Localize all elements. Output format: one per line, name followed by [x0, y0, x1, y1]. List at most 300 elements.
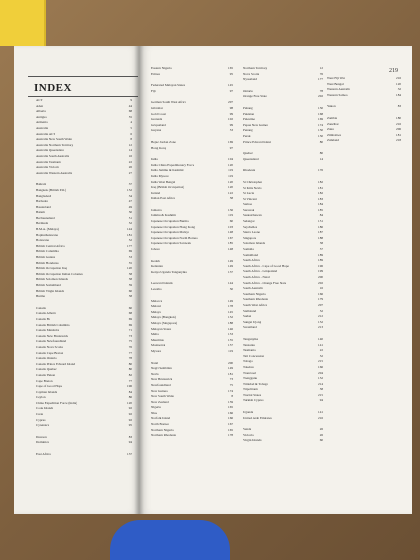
index-entry-name: United Arab Emirates	[243, 415, 272, 420]
index-entry-name: Australia Victoria	[36, 165, 60, 170]
index-entry-page: 141	[318, 342, 323, 347]
index-entry-page: 216	[318, 415, 323, 420]
index-entry-page: 166	[228, 410, 233, 415]
index-entry-name: South Africa	[243, 258, 260, 263]
index-entry-page: 98	[229, 105, 233, 110]
index-letter-group	[151, 299, 233, 355]
index-entry-page: 77	[128, 350, 132, 355]
index-entry-name: Western Samoa	[327, 92, 348, 97]
index-entry-name: Italian East Africa	[151, 196, 175, 201]
index-letter-group	[36, 182, 132, 299]
index-entry-name: Zaire	[327, 127, 334, 132]
index-entry-page: 57	[319, 247, 323, 252]
index-entry-name: South West Africa	[243, 302, 268, 307]
index-entry-name: Zimbabwe	[327, 132, 342, 137]
index-entry-page: 102	[228, 117, 233, 122]
index-entry-name: South Africa - Cape of Good Hope	[243, 263, 289, 268]
index-entry-page: 149	[228, 264, 233, 269]
index-entry-name: Sarawak	[243, 207, 255, 212]
index-entry-page: 149	[228, 366, 233, 371]
index-entry-page: 181	[127, 232, 132, 237]
index-entry-page: 53	[128, 255, 132, 260]
index-entry-page: 68	[128, 311, 132, 316]
index-entry-page: 58	[128, 294, 132, 299]
index-entry-name: Armenia	[36, 120, 48, 125]
index-column-3	[243, 66, 323, 450]
index-entry-page: 167	[228, 422, 233, 427]
index-entry-page: 200	[228, 360, 233, 365]
index-entry	[151, 89, 233, 95]
index-entry-page: 207	[228, 100, 233, 105]
index-entry-name: British Columbia	[36, 249, 59, 254]
index-entry	[151, 349, 233, 355]
index-entry-name: Saskatchewan	[243, 213, 262, 218]
index-entry-name: Australia Queensland	[36, 148, 65, 153]
index-entry-name: India	[151, 157, 158, 162]
index-entry-name: West Fiji War	[327, 76, 346, 80]
index-entry	[243, 325, 323, 331]
index-letter-group	[243, 106, 323, 145]
index-entry-page: 184	[396, 92, 401, 97]
index-entry-name: Crete	[36, 412, 44, 417]
index-entry-name: Canada Alberta	[36, 311, 57, 316]
index-letter-group	[151, 100, 233, 134]
index-entry-name: Gold Coast	[151, 111, 166, 116]
index-entry-page: 12	[319, 66, 323, 70]
index-entry-name: St Kitts Nevis	[243, 185, 262, 190]
index-entry-name: Quebec	[243, 151, 254, 156]
index-entry-name: Canada Prince Edward Island	[36, 361, 76, 366]
index-entry	[327, 138, 401, 144]
index-letter-group	[151, 66, 233, 77]
index-entry-name: Federated Malayan States	[151, 83, 186, 88]
index-entry-name: Selangor	[243, 219, 255, 224]
index-entry	[151, 287, 233, 293]
index-entry-name: Samoa	[243, 202, 252, 207]
index-entry-name: Nigeria	[151, 405, 161, 410]
index-entry-name: Nova Scotia	[243, 71, 260, 76]
index-entry-name: East Africa	[36, 452, 51, 457]
index-entry-page: 181	[396, 132, 401, 137]
index-entry-name: Orange Free State	[243, 94, 267, 99]
index-entry-page: 216	[396, 121, 401, 126]
index-entry-page: 149	[228, 258, 233, 263]
index-entry-page: 215	[318, 359, 323, 364]
index-entry-name: Australia Tasmania	[36, 159, 62, 164]
index-letter-group	[243, 168, 323, 174]
index-entry-name: Bangkok (British P.O.)	[36, 187, 67, 192]
index-entry	[151, 128, 233, 134]
index-entry-name: Palestine	[243, 117, 255, 122]
index-entry-page: 50	[229, 287, 233, 291]
index-column-2	[151, 66, 233, 445]
index-entry-name: Canada Cape Breton	[36, 350, 64, 355]
index-entry-page: 49	[128, 204, 132, 209]
index-entry-page: 150	[318, 105, 323, 110]
index-entry-name: Cook Islands	[36, 406, 54, 411]
index-entry-page: 120	[127, 266, 132, 271]
index-entry-page: 47	[128, 199, 132, 204]
index-entry-page: 97	[229, 88, 233, 93]
index-entry-name: Australia New South Wales	[36, 137, 73, 142]
index-entry	[151, 72, 233, 78]
index-entry-page: 166	[228, 416, 233, 421]
left-page	[14, 46, 139, 514]
index-letter-group	[327, 76, 401, 98]
index-entry-name: Cyprus	[36, 417, 46, 422]
index-entry-page: 60	[319, 438, 323, 443]
index-entry-name: Canada Quebec	[36, 367, 57, 372]
index-letter-group	[243, 89, 323, 100]
title-rule-top	[28, 76, 138, 77]
index-entry-page: 32	[397, 87, 401, 92]
index-entry-name: Japanese Occupation Sarawak	[151, 241, 191, 246]
index-entry-name: Malaya (Singapore)	[151, 320, 178, 325]
index-entry-page: 169	[228, 139, 233, 144]
index-letter-group	[151, 361, 233, 439]
index-entry-name: Canada Yukon	[36, 372, 56, 377]
index-entry-name: Seychelles	[243, 224, 258, 229]
index-entry-name: Northern Rhodesia	[151, 433, 176, 438]
yellow-book-corner	[0, 0, 46, 46]
index-entry-page: 55	[128, 260, 132, 265]
index-entry-page: 182	[318, 179, 323, 184]
index-entry-page: 68	[128, 109, 132, 114]
index-entry-page: 34	[128, 193, 132, 198]
index-column-4	[327, 76, 401, 150]
index-entry-name: Australia South Australia	[36, 153, 70, 158]
index-letter-group	[151, 259, 233, 276]
index-entry-page: 95	[128, 423, 132, 428]
index-entry-name: Tati Concession	[243, 353, 265, 358]
index-entry-name: Virgin Islands	[243, 438, 262, 443]
index-entry-page: 73	[229, 377, 233, 382]
index-entry-page: 150	[318, 133, 323, 138]
index-entry-page: 52	[128, 221, 132, 226]
index-entry	[327, 104, 401, 110]
index-entry-page: 153	[228, 332, 233, 337]
index-entry-name: New Brunswick	[151, 377, 173, 382]
index-entry-name: South Africa - Griqualand	[243, 269, 278, 274]
index-entry-name: Dawson	[36, 434, 47, 439]
index-entry-page: 199	[318, 269, 323, 274]
index-entry-page: 179	[318, 297, 323, 302]
index-entry-name: Eastern Nigeria	[151, 66, 172, 70]
index-entry-page: 50	[128, 210, 132, 215]
index-entry-page: 77	[128, 378, 132, 383]
index-entry-name: Trengganu	[243, 376, 258, 381]
index-entry-page: 137	[228, 269, 233, 274]
index-entry-page: 148	[228, 230, 233, 235]
index-entry	[243, 168, 323, 174]
index-entry-page: 213	[318, 325, 323, 330]
index-entry-name: Kelantan	[151, 264, 163, 269]
index-entry-page: 92	[128, 412, 132, 417]
index-entry-name: Northern Territory	[243, 66, 268, 70]
index-entry-name: Solomon Islands	[243, 241, 266, 246]
index-entry	[243, 438, 323, 444]
index-entry-name: Japanese Occupation Burma	[151, 219, 189, 224]
index-entry-name: Montserrat	[151, 343, 166, 348]
index-entry-page: 80	[128, 361, 132, 366]
index-entry-page: 150	[318, 128, 323, 133]
index-entry-page: 167	[228, 235, 233, 240]
index-entry-page: 27	[128, 170, 132, 175]
index-entry-name: Newfoundland	[151, 382, 171, 387]
index-entry	[243, 398, 323, 404]
index-entry	[151, 433, 233, 439]
index-entry-page: 152	[127, 187, 132, 192]
index-entry-name: Pahang	[243, 105, 253, 110]
index-entry-name: South Africa - Orange Free State	[243, 280, 287, 285]
index-entry-page: 151	[318, 219, 323, 224]
index-entry	[243, 140, 323, 146]
index-entry-name: Iraq (British Occupation)	[151, 185, 185, 190]
index-entry-page: 152	[228, 315, 233, 320]
index-entry-page: 69	[128, 316, 132, 321]
index-letter-group	[327, 104, 401, 110]
index-entry-name: Barbados	[36, 199, 49, 204]
index-entry-name: Penang	[243, 128, 253, 133]
index-entry-page: 216	[396, 76, 401, 80]
index-entry-page: 60	[128, 288, 132, 293]
index-entry-name: Burma	[36, 294, 45, 299]
index-entry-page: 94	[319, 398, 323, 403]
page-number: 219	[389, 68, 398, 74]
index-entry-page: 148	[228, 247, 233, 252]
index-letter-group	[151, 83, 233, 94]
index-entry-page: 168	[318, 111, 323, 116]
index-letter-group	[151, 140, 233, 151]
index-entry-name: Pakistan	[243, 111, 255, 116]
index-entry-page: 206	[396, 127, 401, 132]
index-entry-page: 6	[130, 131, 132, 136]
index-entry-name: Batum	[36, 210, 45, 215]
index-entry	[327, 93, 401, 99]
index-entry-name: British Virgin Islands	[36, 288, 65, 293]
index-entry-name: Australia ACT	[36, 131, 56, 136]
index-letter-group	[243, 180, 323, 331]
index-entry-page: 119	[228, 348, 233, 353]
index-entry-page: 144	[228, 281, 233, 286]
index-entry	[151, 146, 233, 152]
index-letter-group	[151, 281, 233, 292]
index-entry-page: 174	[318, 122, 323, 127]
index-entry-name: Guyana	[151, 128, 162, 133]
index-entry-page: 60	[128, 305, 132, 310]
book-gutter	[134, 46, 144, 514]
index-letter-group	[243, 66, 323, 83]
index-entry-page: 182	[318, 191, 323, 196]
index-entry-page: 80	[319, 151, 323, 156]
index-entry-page: 165	[228, 427, 233, 432]
index-entry-name: North Borneo	[151, 422, 170, 427]
index-entry-name: Norfolk Island	[151, 416, 171, 421]
index-entry-page: 155	[228, 337, 233, 342]
index-entry-name: Niue	[151, 410, 158, 415]
index-entry-name: Basutoland	[36, 204, 51, 209]
index-entry-page: 174	[228, 388, 233, 393]
index-entry-page: 176	[318, 168, 323, 173]
index-entry-name: British Somaliland	[36, 283, 61, 287]
index-entry-name: Northern Nigeria	[151, 427, 174, 432]
index-entry-name: India Mysore	[151, 173, 169, 178]
index-entry-page: 14	[128, 148, 132, 153]
index-entry-page: 83	[397, 104, 401, 109]
index-entry-name: Malacca	[151, 298, 163, 303]
index-entry	[151, 247, 233, 253]
index-entry-page: 92	[128, 417, 132, 422]
index-entry-name: Negri Sembilan	[151, 366, 172, 371]
index-entry-name: Singapore	[243, 235, 257, 240]
index-entry-name: Western Australia	[327, 87, 351, 92]
index-entry-name: Turkish Cyprus	[243, 398, 264, 403]
index-entry-page: 181	[228, 371, 233, 376]
index-entry-name: Tokelau	[243, 364, 254, 369]
index-entry-page: 145	[228, 309, 233, 314]
index-letter-group	[327, 116, 401, 144]
index-entry-page: 136	[228, 207, 233, 212]
index-entry-page: 55	[128, 114, 132, 119]
index-entry-page: 5	[130, 125, 132, 130]
index-letter-group	[36, 435, 132, 446]
index-entry-name: Bermuda	[36, 221, 49, 226]
index-entry-name: British Occupation Italian Colonies	[36, 271, 83, 276]
index-entry-name: Transvaal	[243, 370, 256, 375]
index-entry-page: 119	[228, 168, 233, 173]
index-entry-page: 80	[319, 139, 323, 144]
index-entry-page: 16	[128, 153, 132, 158]
index-entry-name: Uganda	[243, 410, 254, 415]
index-entry-name: Bechuanaland	[36, 215, 55, 220]
index-entry-page: 144	[127, 227, 132, 232]
index-entry-name: Queensland	[243, 156, 259, 161]
index-entry	[243, 157, 323, 163]
index-entry-page: 78	[128, 356, 132, 361]
index-entry-name: Yukon	[327, 104, 336, 109]
index-entry-name: Canada Newfoundland	[36, 339, 67, 344]
index-entry-name: Australia Northern Territory	[36, 142, 74, 147]
index-entry-name: Malaya (Bangkok)	[151, 315, 176, 320]
index-entry-page: 149	[228, 298, 233, 303]
index-entry-name: Tanganyika	[243, 336, 259, 341]
index-entry-name: Bangladesh	[36, 193, 52, 198]
index-entry-name: Australia	[36, 125, 49, 130]
index-entry-page: 187	[318, 230, 323, 235]
index-entry-name: Sierra Leone	[243, 230, 260, 235]
index-entry-page: 186	[318, 224, 323, 229]
index-entry-page: 146	[228, 326, 233, 331]
index-entry-page: 169	[318, 117, 323, 122]
index-entry-name: Natal	[151, 360, 159, 365]
index-entry-name: Canada Bc	[36, 316, 51, 321]
index-entry-name: Somaliland	[243, 252, 259, 257]
index-entry-name: Sungei Ujong	[243, 319, 262, 324]
index-letter-group	[243, 337, 323, 404]
index-entry-name: Trinidad & Tobago	[243, 381, 269, 386]
index-entry-name: Southern Nigeria	[243, 291, 266, 296]
index-entry-name: Australia Western Australia	[36, 170, 73, 175]
index-entry-name: Canada Ontario	[36, 356, 57, 361]
index-entry-name: ACT	[36, 98, 43, 102]
index-entry-page: 52	[319, 353, 323, 358]
index-entry-name: Grenada	[151, 117, 163, 122]
index-entry-name: Sudan	[243, 314, 252, 319]
index-entry-page: 84	[319, 213, 323, 218]
blue-cloth	[110, 520, 230, 560]
index-entry-page: 103	[228, 224, 233, 229]
index-entry-page: 52	[128, 238, 132, 243]
index-entry-page: 14	[319, 156, 323, 161]
index-entry-page: 177	[318, 77, 323, 82]
index-entry-page: 58	[128, 277, 132, 282]
index-entry-page: 83	[128, 434, 132, 439]
index-entry-name: China Expedition Force (India)	[36, 400, 78, 405]
index-entry-page: 207	[318, 302, 323, 307]
index-entry	[243, 416, 323, 422]
index-entry-name: Canada Nova Scotia	[36, 344, 63, 349]
index-entry-page: 120	[228, 185, 233, 190]
index-entry-page: 60	[229, 219, 233, 224]
index-letter-group	[36, 98, 132, 176]
index-entry-name: Malaya	[151, 309, 161, 314]
index-entry-name: Canada	[36, 305, 46, 310]
index-entry-name: Griqualand	[151, 122, 166, 127]
index-entry-name: British Solomon Islands	[36, 277, 68, 282]
index-entry-name: German South West Africa	[151, 100, 187, 105]
index-entry-page: 152	[318, 376, 323, 381]
index-entry-page: 159	[228, 399, 233, 404]
index-entry-page: 44	[128, 103, 132, 108]
index-entry-name: Rhodesia	[243, 168, 256, 173]
index-entry-page: 75	[128, 339, 132, 344]
index-entry-name: Fiji	[151, 88, 156, 93]
index-entry-page: 178	[228, 433, 233, 438]
index-entry-name: Nevis	[151, 371, 159, 376]
index-entry-page: 104	[228, 157, 233, 162]
index-entry-name: St Christopher	[243, 179, 263, 184]
index-entry-name: Zambia	[327, 115, 338, 120]
index-letter-group	[243, 410, 323, 421]
index-entry	[243, 77, 323, 83]
index-entry-page: 58	[319, 241, 323, 246]
index-entry-name: British Occupation Iraq	[36, 266, 68, 271]
index-entry-name: Papua New Guinea	[243, 122, 269, 127]
index-entry-name: South Africa - Natal	[243, 275, 270, 279]
index-entry-name: Japanese Occupation Malaya	[151, 230, 190, 235]
index-entry-name: Zululand	[327, 138, 339, 143]
open-book	[14, 46, 412, 514]
index-entry-page: 8	[130, 137, 132, 142]
index-entry-page: 166	[318, 291, 323, 296]
index-entry-page: 37	[128, 182, 132, 187]
index-entry-page: 202	[318, 280, 323, 285]
index-entry-page: 200	[318, 275, 323, 279]
index-entry-name: Nyasaland	[243, 77, 257, 82]
index-entry-name: Tobago	[243, 359, 253, 364]
index-column-1	[36, 98, 132, 464]
index-entry-page: 196	[127, 384, 132, 389]
index-entry-name: St Lucia	[243, 191, 255, 196]
index-entry-page: 99	[229, 111, 233, 116]
index-entry-name: Aden	[36, 103, 44, 108]
index-entry-page: 185	[318, 207, 323, 212]
index-entry-name: Lesotho	[151, 287, 162, 291]
index-entry-name: Cayman Islands	[36, 389, 58, 394]
index-entry-name: Venda	[243, 427, 252, 432]
index-entry-name: Ceylon	[36, 395, 46, 400]
index-entry-name: Swaziland	[243, 325, 257, 330]
